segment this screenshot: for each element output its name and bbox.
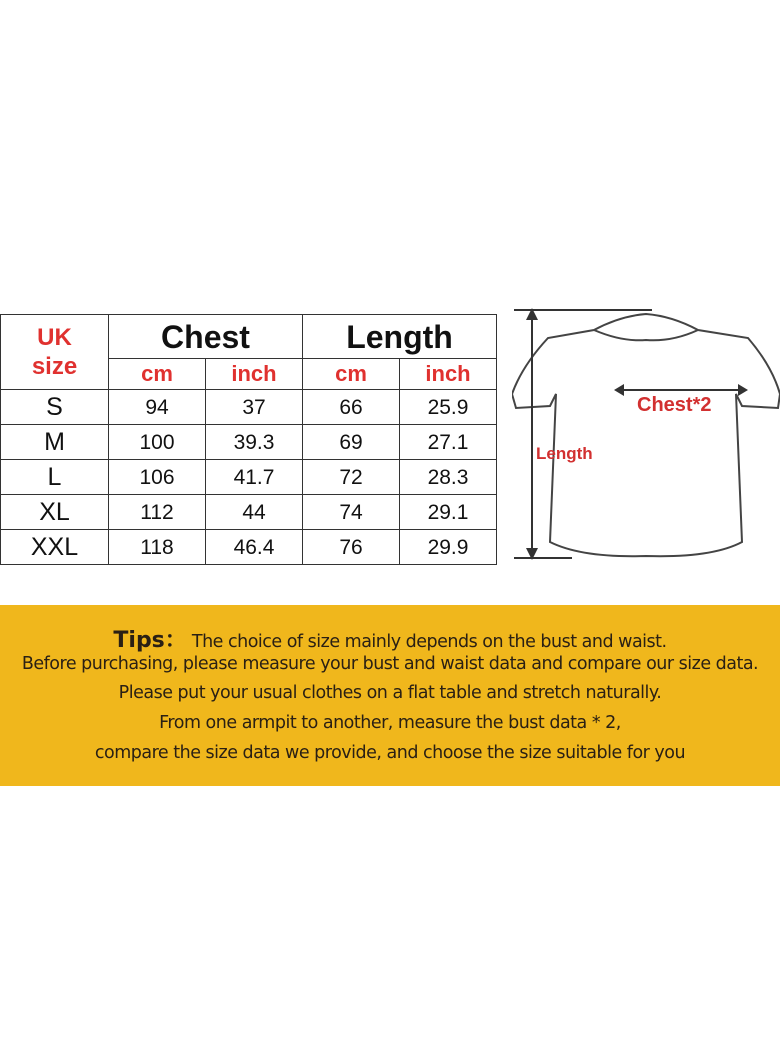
tips-line-3: Please put your usual clothes on a flat table and stretch naturally. <box>118 683 662 703</box>
length-inch-cell: 29.9 <box>400 530 497 565</box>
table-row <box>1 390 497 425</box>
chest-inch-cell: 37 <box>206 390 303 425</box>
chest-header: Chest <box>109 315 303 359</box>
tips-label: Tips： <box>113 628 187 653</box>
chest-cm-unit: cm <box>109 359 206 390</box>
uk-label: UK <box>37 324 72 351</box>
tips-banner <box>0 605 780 786</box>
chest-inch-cell: 39.3 <box>206 425 303 460</box>
chest-inch-cell: 44 <box>206 495 303 530</box>
size-cell: M <box>1 425 109 460</box>
length-cm-cell: 66 <box>303 390 400 425</box>
uk-size-header <box>1 315 109 390</box>
tips-line-2: Before purchasing, please measure your bust and waist data and compare our size data. <box>21 654 759 674</box>
length-cm-cell: 69 <box>303 425 400 460</box>
chest-measure-label: Chest*2 <box>637 394 712 416</box>
chest-cm-cell: 94 <box>109 390 206 425</box>
length-inch-cell: 29.1 <box>400 495 497 530</box>
table-row <box>1 495 497 530</box>
chest-cm-cell: 112 <box>109 495 206 530</box>
length-cm-unit: cm <box>303 359 400 390</box>
table-row <box>1 425 497 460</box>
length-cm-cell: 76 <box>303 530 400 565</box>
size-cell: XXL <box>1 530 109 565</box>
size-cell: XL <box>1 495 109 530</box>
chest-cm-cell: 100 <box>109 425 206 460</box>
size-cell: S <box>1 390 109 425</box>
chest-cm-cell: 106 <box>109 460 206 495</box>
length-inch-cell: 25.9 <box>400 390 497 425</box>
length-inch-cell: 27.1 <box>400 425 497 460</box>
tshirt-diagram <box>512 306 780 566</box>
length-cm-cell: 72 <box>303 460 400 495</box>
length-header: Length <box>303 315 497 359</box>
length-inch-unit: inch <box>400 359 497 390</box>
tips-line-1 <box>0 623 780 654</box>
header-row <box>1 315 497 359</box>
chest-inch-cell: 46.4 <box>206 530 303 565</box>
size-label: size <box>31 353 78 380</box>
tips-line-5: compare the size data we provide, and choose the size suitable for you <box>94 743 686 763</box>
size-chart-table <box>0 314 497 565</box>
table-row <box>1 460 497 495</box>
chest-inch-unit: inch <box>206 359 303 390</box>
length-cm-cell: 74 <box>303 495 400 530</box>
tshirt-outline <box>512 314 780 556</box>
size-cell: L <box>1 460 109 495</box>
table-row <box>1 530 497 565</box>
chest-inch-cell: 41.7 <box>206 460 303 495</box>
tips-line-4: From one armpit to another, measure the bust data * 2, <box>159 713 621 733</box>
length-measure-label: Length <box>536 444 593 463</box>
tips-text-1: The choice of size mainly depends on the bust and waist. <box>191 632 667 652</box>
length-inch-cell: 28.3 <box>400 460 497 495</box>
chest-cm-cell: 118 <box>109 530 206 565</box>
